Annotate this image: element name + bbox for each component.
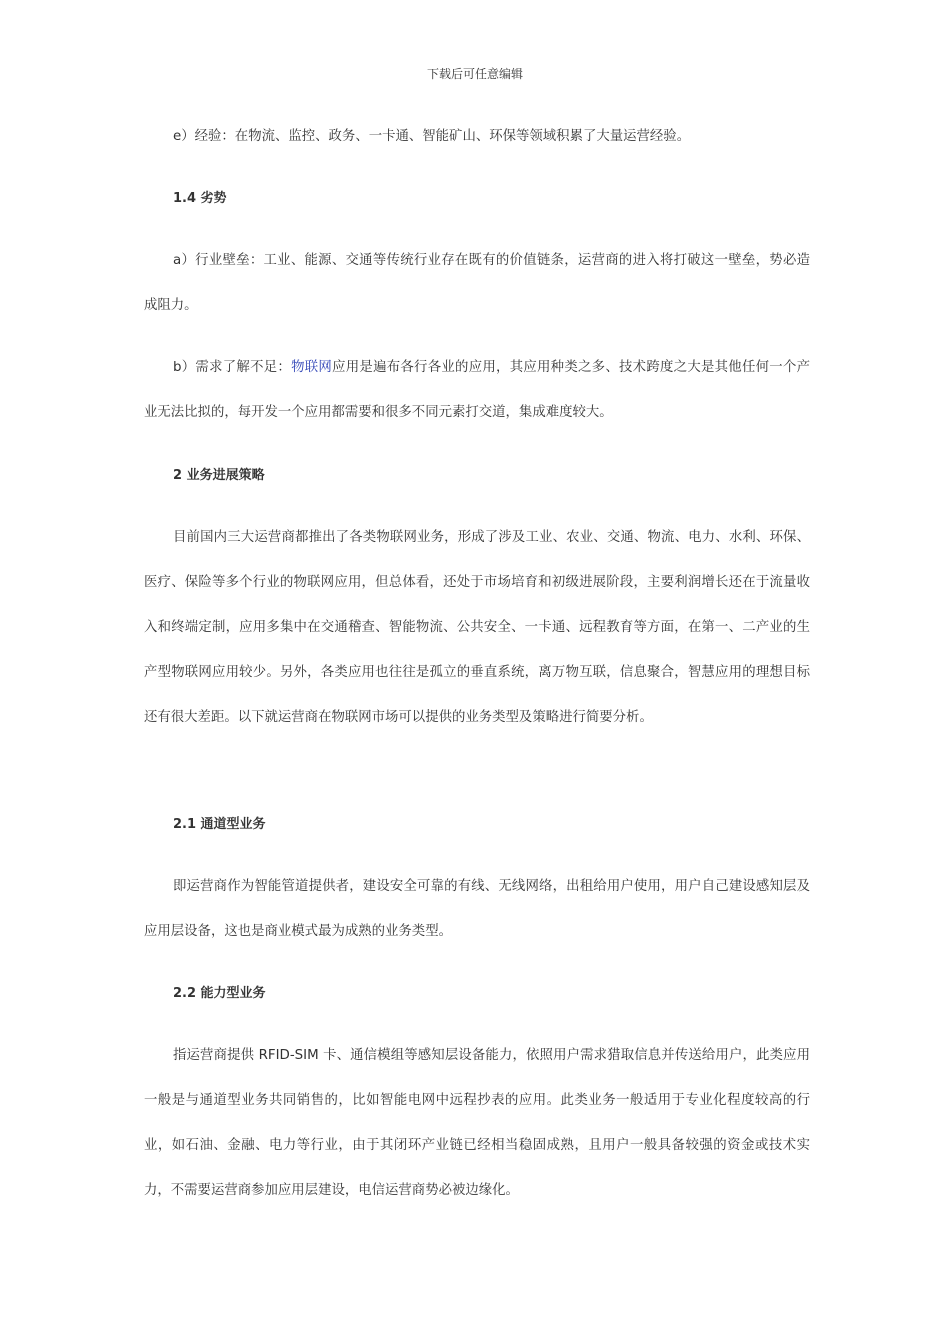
heading-1-4: 1.4 劣势	[173, 191, 227, 206]
paragraph-industry-barrier: a）行业壁垒：工业、能源、交通等传统行业存在既有的价值链条，运营商的进入将打破这一壁垒，势必造成阻力。	[144, 253, 810, 313]
paragraph-b-body: 应用是遍布各行各业的应用，其应用种类之多、技术跨度之大是其他任何一个产业无法比拟的，每开发一个应用都需要和很多不同元素打交道，集成难度较大。	[144, 360, 811, 420]
heading-2: 2 业务进展策略	[173, 468, 265, 483]
page-header: 下载后可任意编辑	[426, 67, 523, 81]
paragraph-experience: e）经验：在物流、监控、政务、一卡通、智能矿山、环保等领域积累了大量运营经验。	[173, 129, 691, 144]
paragraph-b-prefix: b）需求了解不足：	[173, 360, 292, 375]
heading-2-1: 2.1 通道型业务	[173, 817, 266, 832]
heading-2-2: 2.2 能力型业务	[173, 986, 266, 1001]
iot-link[interactable]: 物联网	[291, 360, 333, 375]
paragraph-channel-business: 即运营商作为智能管道提供者，建设安全可靠的有线、无线网络，出租给用户使用，用户自己建设感知层及应用层设备，这也是商业模式最为成熟的业务类型。	[144, 879, 810, 939]
paragraph-insufficient-understanding	[144, 345, 810, 435]
paragraph-strategy: 目前国内三大运营商都推出了各类物联网业务，形成了涉及工业、农业、交通、物流、电力、水利、环保、医疗、保险等多个行业的物联网应用，但总体看，还处于市场培育和初级进展阶段，主要利润增长还在于流量收入和终端定制，应用多集中在交通稽查、智能物流、公共安全、一卡通、远程教育等方面，在第一、二产业的生产型物联网应用较少。另外，各类应用也往往是孤立的垂直系统，离万物互联，信息聚合，智慧应用的理想目标还有很大差距。以下就运营商在物联网市场可以提供的业务类型及策略进行简要分析。	[144, 530, 810, 725]
paragraph-capability-business: 指运营商提供 RFID-SIM 卡、通信模组等感知层设备能力，依照用户需求猎取信息并传送给用户，此类应用一般是与通道型业务共同销售的，比如智能电网中远程抄表的应用。此类业务一般适用于专业化程度较高的行业，如石油、金融、电力等行业，由于其闭环产业链已经相当稳固成熟，且用户一般具备较强的资金或技术实力，不需要运营商参加应用层建设，电信运营商势必被边缘化。	[144, 1048, 810, 1198]
